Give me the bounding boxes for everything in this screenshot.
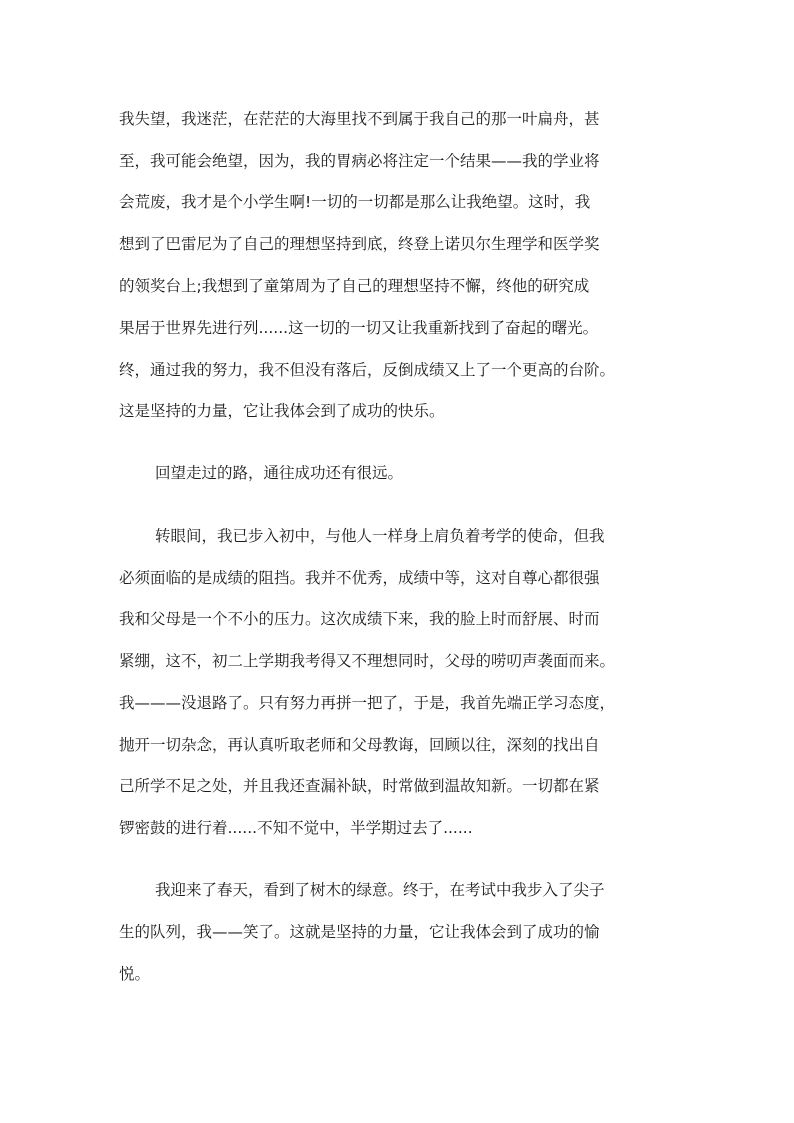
paragraph-3-line-1: 转眼间，我已步入初中，与他人一样身上肩负着考学的使命，但我 <box>155 527 605 545</box>
paragraph-3-line-4: 紧绷，这不，初二上学期我考得又不理想同时，父母的唠叨声袭面而来。 <box>119 652 616 670</box>
paragraph-1-line-4: 想到了巴雷尼为了自己的理想坚持到底，终登上诺贝尔生理学和医学奖 <box>119 235 600 253</box>
paragraph-1-line-5: 的领奖台上;我想到了童第周为了自己的理想坚持不懈，终他的研究成 <box>119 277 590 295</box>
paragraph-4-line-3: 悦。 <box>119 965 151 983</box>
paragraph-2-line-1: 回望走过的路，通往成功还有很远。 <box>155 464 404 482</box>
paragraph-1-line-7: 终，通过我的努力，我不但没有落后，反倒成绩又上了一个更高的台阶。 <box>119 361 616 379</box>
paragraph-1-line-6: 果居于世界先进行列......这一切的一切又让我重新找到了奋起的曙光。 <box>119 319 599 337</box>
paragraph-4-line-1: 我迎来了春天，看到了树木的绿意。终于，在考试中我步入了尖子 <box>155 881 605 899</box>
paragraph-1-line-8: 这是坚持的力量，它让我体会到了成功的快乐。 <box>119 402 445 420</box>
paragraph-1-line-3: 会荒废，我才是个小学生啊!一切的一切都是那么让我绝望。这时，我 <box>119 193 591 211</box>
paragraph-4-line-2: 生的队列，我——笑了。这就是坚持的力量，它让我体会到了成功的愉 <box>119 923 600 941</box>
paragraph-3-line-5: 我———没退路了。只有努力再拼一把了，于是，我首先端正学习态度， <box>119 694 616 712</box>
paragraph-3-line-8: 锣密鼓的进行着......不知不觉中，半学期过去了...... <box>119 819 473 837</box>
paragraph-3-line-2: 必须面临的是成绩的阻挡。我并不优秀，成绩中等，这对自尊心都很强 <box>119 569 600 587</box>
paragraph-3-line-6: 抛开一切杂念，再认真听取老师和父母教诲，回顾以往，深刻的找出自 <box>119 736 600 754</box>
paragraph-1-line-1: 我失望，我迷茫，在茫茫的大海里找不到属于我自己的那一叶扁舟，甚 <box>119 110 600 128</box>
paragraph-3-line-3: 我和父母是一个不小的压力。这次成绩下来，我的脸上时而舒展、时而 <box>119 610 600 628</box>
paragraph-3-line-7: 己所学不足之处，并且我还查漏补缺，时常做到温故知新。一切都在紧 <box>119 777 600 795</box>
paragraph-1-line-2: 至，我可能会绝望，因为，我的胃病必将注定一个结果——我的学业将 <box>119 152 600 170</box>
